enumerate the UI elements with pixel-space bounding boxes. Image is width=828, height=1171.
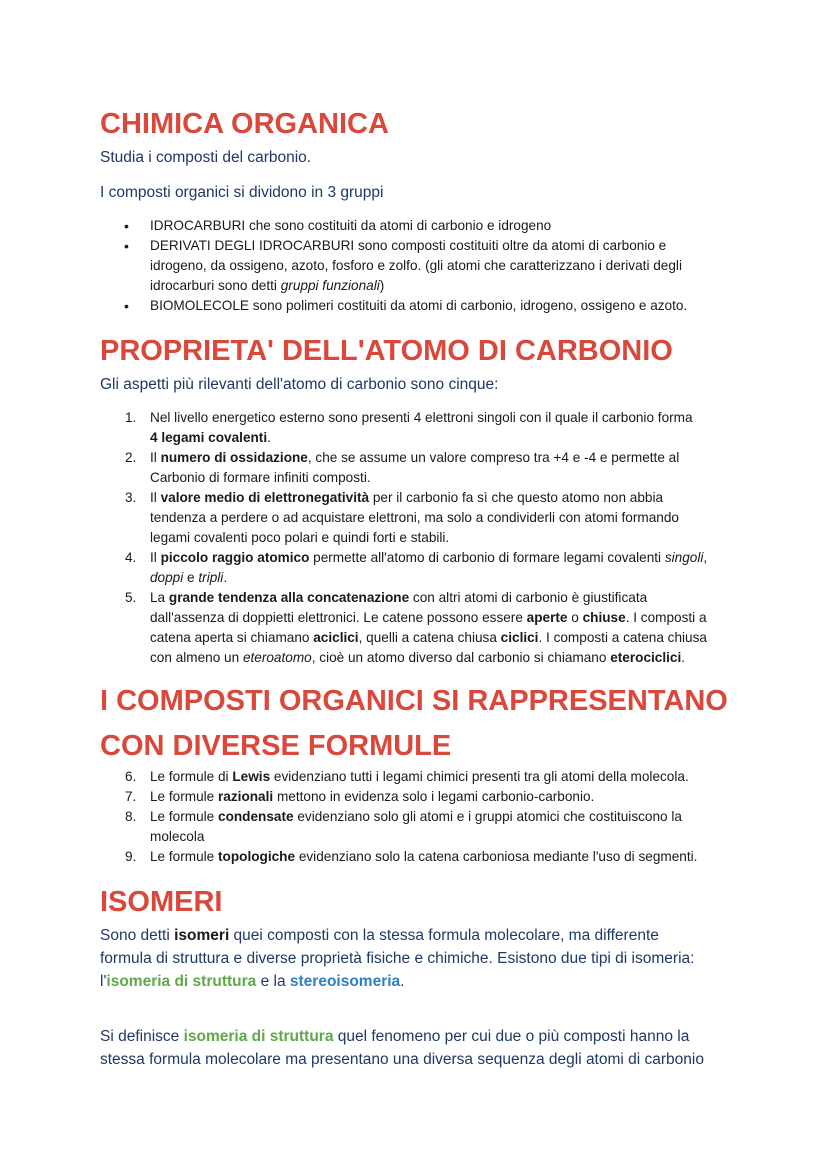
list-item-2: 2. Il numero di ossidazione, che se assume un valore compreso tra +4 e -4 e permette al Carbonio di formare infiniti composti. (125, 450, 680, 485)
properties-numbered-list (100, 408, 740, 668)
heading-isomeri: ISOMERI (100, 886, 223, 918)
heading-composti-formule-line1: I COMPOSTI ORGANICI SI RAPPRESENTANO (100, 685, 728, 717)
bullet-derivati: • DERIVATI DEGLI IDROCARBURI sono composti costituiti oltre da atomi di carbonio e idrogeno, da ossigeno, azoto, fosforo e zolfo. (gli atomi che caratterizzano i derivati degli idrocarburi sono detti gruppi funzionali) (100, 236, 740, 296)
list-item-7: 7. Le formule razionali mettono in evidenza solo i legami carbonio-carbonio. (125, 789, 595, 804)
formulas-numbered-list (100, 767, 740, 867)
intro-aspetti: Gli aspetti più rilevanti dell'atomo di carbonio sono cinque: (100, 376, 499, 393)
isomeri-paragraph-2: Si definisce isomeria di struttura quel fenomeno per cui due o più composti hanno la stessa formula molecolare ma presentano una diversa sequenza degli atomi di carbonio (100, 1028, 704, 1068)
list-item-6: 6. Le formule di Lewis evidenziano tutti i legami chimici presenti tra gli atomi della molecola. (125, 769, 689, 784)
list-item-9: 9. Le formule topologiche evidenziano solo la catena carboniosa mediante l'uso di segmenti. (125, 849, 698, 864)
heading-proprieta-carbonio: PROPRIETA' DELL'ATOMO DI CARBONIO (100, 335, 673, 367)
list-item-5: 5. La grande tendenza alla concatenazione con altri atomi di carbonio è giustificata dall'assenza di doppietti elettronici. Le catene possono essere aperte o chiuse. I composti a catena aperta si chiamano aciclici, quelli a catena chiusa ciclici. I composti a catena chiusa con almeno un eteroatomo, cioè un atomo diverso dal carbonio si chiamano eterociclici. (125, 590, 707, 665)
intro-line-1: Studia i composti del carbonio. (100, 149, 312, 166)
heading-composti-formule-line2: CON DIVERSE FORMULE (100, 730, 452, 762)
list-item-8: 8. Le formule condensate evidenziano solo gli atomi e i gruppi atomici che costituiscono la molecola (125, 809, 682, 844)
bullet-idrocarburi: • IDROCARBURI che sono costituiti da atomi di carbonio e idrogeno (100, 216, 740, 236)
isomeri-paragraph-1: Sono detti isomeri quei composti con la stessa formula molecolare, ma differente formula di struttura e diverse proprietà fisiche e chimiche. Esistono due tipi di isomeria: l'isomeria di struttura e la stereoisomeria. (100, 927, 695, 990)
heading-chimica-organica: CHIMICA ORGANICA (100, 108, 389, 140)
list-item-3: 3. Il valore medio di elettronegatività per il carbonio fa sì che questo atomo non abbia tendenza a perdere o ad acquistare elettroni, ma solo a condividerli con atomi formando legami covalenti poco polari e quindi forti e stabili. (125, 490, 679, 545)
intro-line-2: I composti organici si dividono in 3 gruppi (100, 184, 384, 201)
bullet-biomolecole: • BIOMOLECOLE sono polimeri costituiti da atomi di carbonio, idrogeno, ossigeno e azoto. (100, 296, 740, 316)
list-item-4: 4. Il piccolo raggio atomico permette all'atomo di carbonio di formare legami covalenti singoli, doppi e tripli. (125, 550, 708, 585)
group-bullet-list (100, 216, 740, 316)
list-item-1: 1. Nel livello energetico esterno sono presenti 4 elettroni singoli con il quale il carbonio forma 4 legami covalenti. (125, 410, 693, 445)
